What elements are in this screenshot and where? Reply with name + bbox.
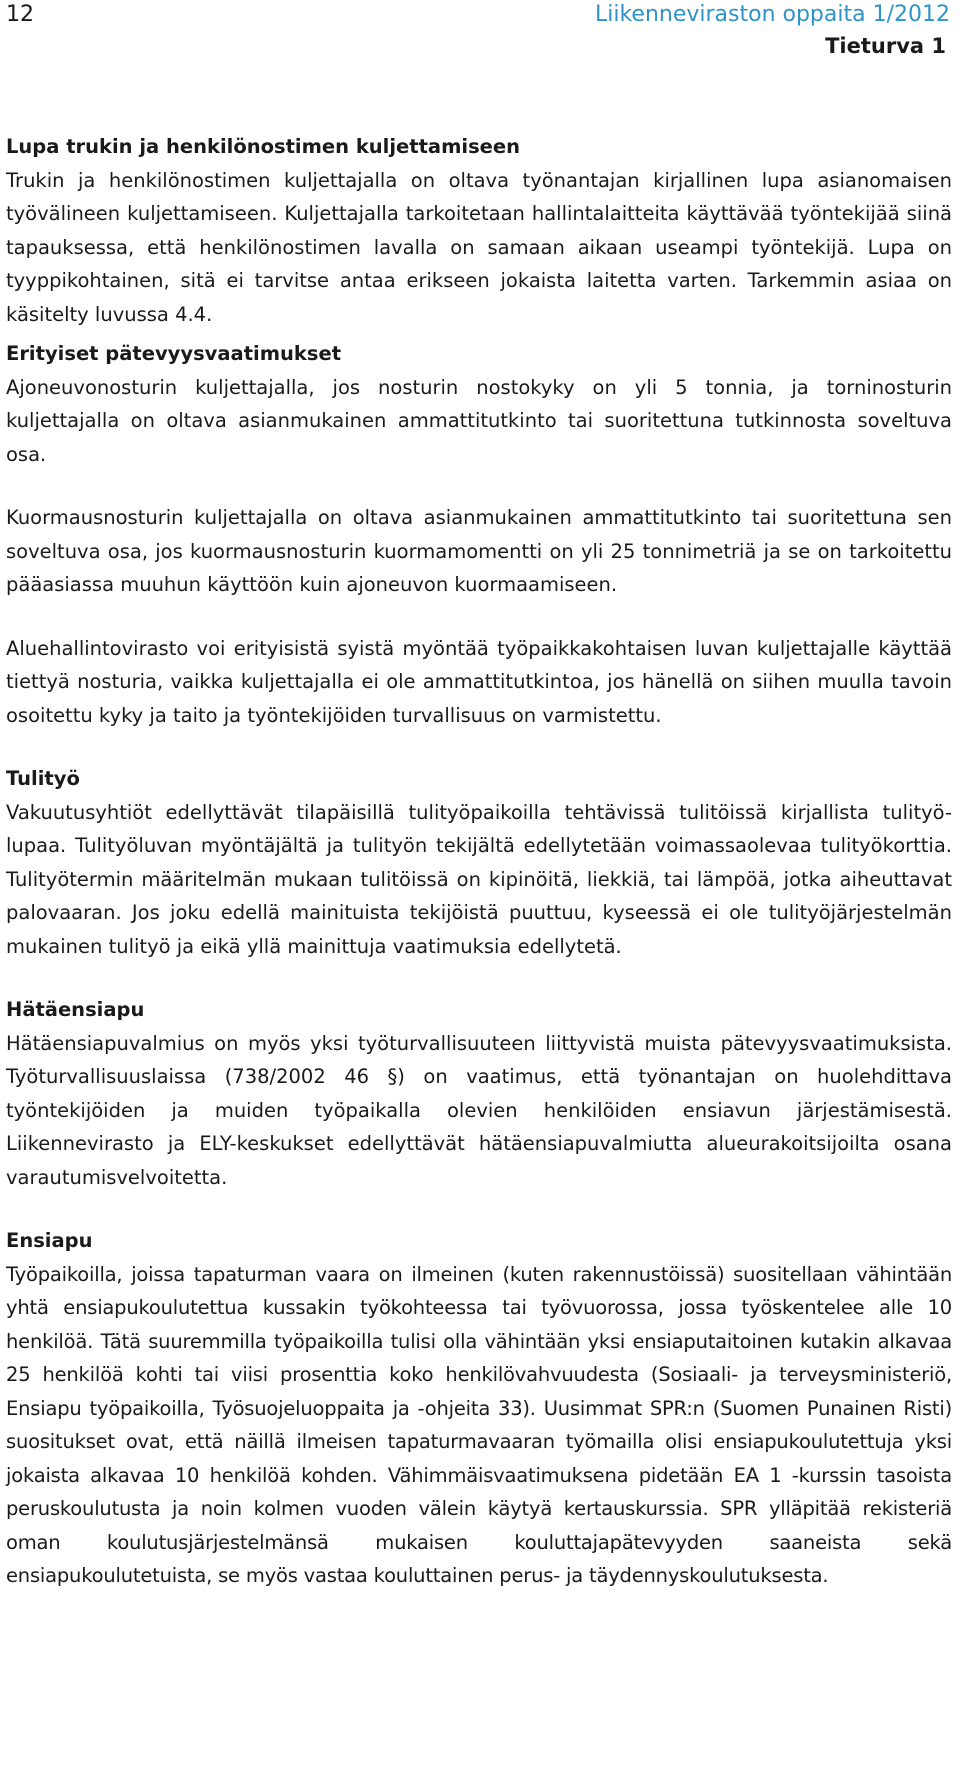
paragraph: Kuormausnosturin kuljettajalla on oltava asianmukainen ammattitutkinto tai suoritettuna sen soveltuva osa, jos kuormausnosturin kuormamomentti on yli 25 tonnimetriä ja se on tarkoitettu pääasiassa muuhun käyttöön kuin ajoneuvon kuormaamiseen.: [6, 506, 952, 596]
paragraph: Hätäensiapuvalmius on myös yksi työturvallisuuteen liittyvistä muista pätevyysvaatimuksista. Työturvallisuuslaissa (738/2002 46 §) on vaatimus, että työnantajan on huolehdittava työntekijöiden ja muiden työpaikalla olevien henkilöiden ensiavun järjestämisestä. Liikennevirasto ja ELY-keskukset edellyttävät hätäensiapuvalmiutta alueurakoitsijoilta osana varautumisvelvoitetta.: [6, 1031, 952, 1189]
heading-pätevyysvaatimukset: Erityiset pätevyysvaatimukset: [6, 342, 342, 365]
document-body: [6, 130, 952, 1593]
section-title: Tieturva 1: [825, 34, 946, 58]
paragraph: Aluehallintovirasto voi erityisistä syistä myöntää työpaikkakohtaisen luvan kuljettajalle käyttää tiettyä nosturia, vaikka kuljettajalla ei ole ammattitutkintoa, jos hänellä on siihen muulla tavoin osoitettu kyky ja taito ja työntekijöiden turvallisuus on varmistettu.: [6, 636, 952, 727]
page-number: 12: [6, 2, 34, 27]
running-title: Liikenneviraston oppaita 1/2012: [594, 2, 950, 27]
heading-lupa: Lupa trukin ja henkilönostimen kuljettamiseen: [6, 135, 521, 158]
heading-hataensiapu: Hätäensiapu: [6, 998, 145, 1021]
heading-tulityo: Tulityö: [6, 767, 80, 790]
paragraph: Trukin ja henkilönostimen kuljettajalla on oltava työnantajan kirjallinen lupa asianomaisen työvälineen kuljettamiseen. Kuljettajalla tarkoitetaan hallintalaitteita käyttävää työntekijää siinä tapauksessa, että henkilönostimen lavalla on samaan aikaan useampi työntekijä. Lupa on tyyppikohtainen, sitä ei tarvitse antaa erikseen jokaista laitetta varten. Tarkemmin asiaa on käsitelty luvussa 4.4.: [6, 168, 952, 326]
heading-ensiapu: Ensiapu: [6, 1229, 93, 1252]
paragraph: Vakuutusyhtiöt edellyttävät tilapäisillä tulityöpaikoilla tehtävissä tulitöissä kirjallista tulityö-lupaa. Tulityöluvan myöntäjältä ja tulityön tekijältä edellytetään voimassaolevaa tulityökorttia. Tulityötermin määritelmän mukaan tulitöissä on kipinöitä, liekkiä, tai lämpöä, jotka aiheuttavat palovaaran. Jos joku edellä mainituista tekijöistä puuttuu, kyseessä ei ole tulityöjärjestelmän mukainen tulityö ja eikä yllä mainittuja vaatimuksia edellytetä.: [6, 800, 952, 958]
paragraph: Ajoneuvonosturin kuljettajalla, jos nosturin nostokyky on yli 5 tonnia, ja torninosturin kuljettajalla on oltava asianmukainen ammattitutkinto tai suoritettuna tutkinnosta soveltuva osa.: [6, 375, 952, 466]
paragraph: Työpaikoilla, joissa tapaturman vaara on ilmeinen (kuten rakennustöissä) suositellaan vähintään yhtä ensiapukoulutettua kussakin työkohteessa tai työvuorossa, jossa työskentelee alle 10 henkilöä. Tätä suuremmilla työpaikoilla tulisi olla vähintään yksi ensiaputaitoinen kutakin alkavaa 25 henkilöä kohti tai viisi prosenttia koko henkilövahvuudesta (Sosiaali- ja terveysministeriö, Ensiapu työpaikoilla, Työsuojeluoppaita ja -ohjeita 33). Uusimmat SPR:n (Suomen Punainen Risti) suositukset ovat, että näillä ilmeisen tapaturmavaaran työmailla olisi ensiapukoulutettuja yksi jokaista alkavaa 10 henkilöä kohden. Vähimmäisvaatimuksena pidetään EA 1 -kurssin tasoista peruskoulutusta ja noin kolmen vuoden välein käytyä kertauskurssia. SPR ylläpitää rekisteriä oman koulutusjärjestelmänsä mukaisen kouluttajapätevyyden saaneista sekä ensiapukoulutetuista, se myös vastaa kouluttainen perus- ja täydennyskoulutuksesta.: [6, 1262, 952, 1587]
